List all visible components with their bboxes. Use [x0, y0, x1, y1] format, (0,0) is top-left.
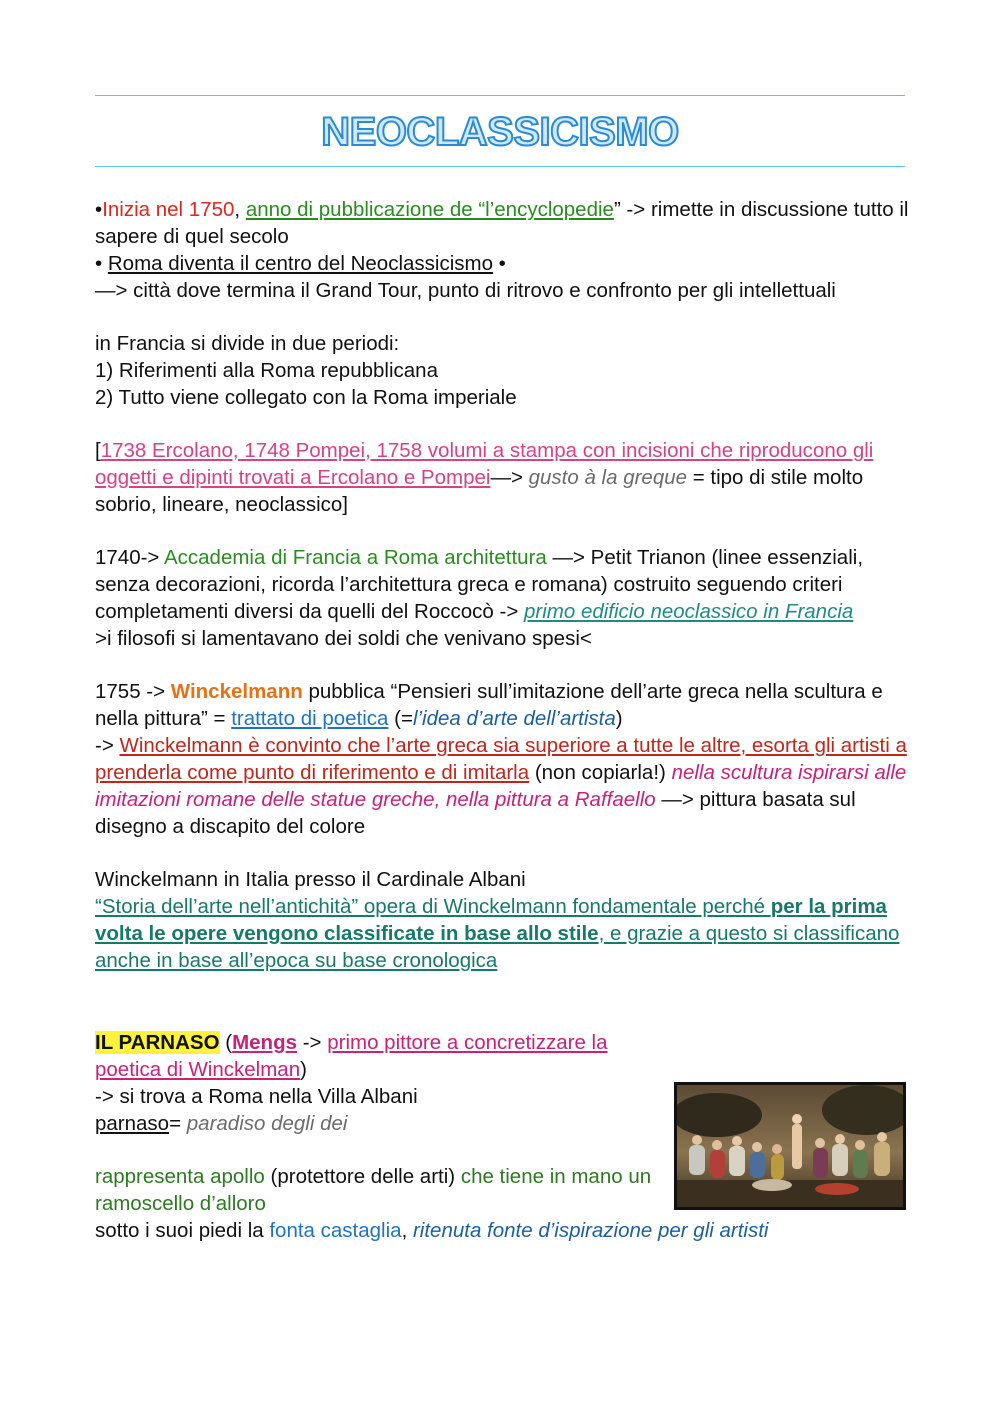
- primo-edificio-link: primo edificio neoclassico in Francia: [524, 600, 854, 623]
- parnaso-section: [95, 1029, 655, 1217]
- idea-arte-text: l’idea d’arte dell’artista: [412, 707, 616, 730]
- paragraph-storia: [95, 893, 910, 974]
- villa-line: -> si trova a Roma nella Villa Albani: [95, 1085, 418, 1108]
- francia-item-2: 2) Tutto viene collegato con la Roma imperiale: [95, 386, 517, 409]
- title-underline-rule: [95, 166, 905, 167]
- parnaso-painting-image: [674, 1082, 906, 1210]
- trattato-link: trattato di poetica: [231, 707, 389, 730]
- accademia-name: Accademia di Francia a Roma architettura: [163, 546, 547, 569]
- encyclopedie-link: anno di pubblicazione de “l’encyclopedie: [245, 198, 614, 221]
- page-title: NEOCLASSICISMO: [321, 110, 679, 154]
- intro-rest: ” -> rimette in discussione tutto il sapere di quel secolo: [95, 198, 909, 248]
- paragraph-grand-tour: —> città dove termina il Grand Tour, punto di ritrovo e confronto per gli intellettuali: [95, 279, 836, 302]
- parnaso-heading: IL PARNASO (Mengs -> primo pittore a concretizzare la poetica di Winckelman): [95, 1031, 608, 1081]
- top-rule: [95, 95, 905, 96]
- rappresenta-text: rappresenta apollo: [95, 1165, 265, 1188]
- paragraph-roma: • Roma diventa il centro del Neoclassicismo •: [95, 252, 506, 275]
- winckelmann-name: Winckelmann: [170, 680, 303, 703]
- convinto-text: Winckelmann è convinto che l’arte greca sia superiore a tutte le altre, esorta gli artisti a prenderla come punto di riferimento e di imitarla: [95, 734, 907, 784]
- paragraph-convinto: -> Winckelmann è convinto che l’arte greca sia superiore a tutte le altre, esorta gli artisti a prenderla come punto di riferimento e di imitarla (non copiarla!) nella scultura ispirarsi alle imitazioni romane delle statue greche, nella pittura a Raffaello —> pittura basata sul disegno a discapito del colore: [95, 734, 907, 838]
- painting-illustration: [677, 1085, 903, 1207]
- start-year-text: Inizia nel 1750: [102, 198, 235, 221]
- apollo-line: rappresenta apollo (protettore delle arti) che tiene in mano un ramoscello d’alloro: [95, 1165, 652, 1215]
- filosofi-line: >i filosofi si lamentavano dei soldi che venivano spesi<: [95, 627, 592, 650]
- prima-volta-text: per la prima volta le opere vengono classificate in base allo stile: [95, 895, 887, 945]
- alloro-text: che tiene in mano un ramoscello d’alloro: [95, 1165, 652, 1215]
- bullet: •: [95, 198, 103, 221]
- italia-line: Winckelmann in Italia presso il Cardinale Albani: [95, 868, 526, 891]
- ritenuta-text: ritenuta fonte d’ispirazione per gli artisti: [412, 1219, 769, 1242]
- paradiso-text: paradiso degli dei: [186, 1112, 348, 1135]
- mengs-link: Mengs: [232, 1031, 298, 1054]
- scultura-text: nella scultura ispirarsi alle imitazioni romane delle statue greche, nella pittura a Raffaello: [95, 761, 907, 811]
- paragraph-intro: •Inizia nel 1750, anno di pubblicazione de “l’encyclopedie” -> rimette in discussione tutto il sapere di quel secolo: [95, 198, 909, 248]
- gusto-text: gusto à la greque: [528, 466, 688, 489]
- paragraph-ercolano: [1738 Ercolano, 1748 Pompei, 1758 volumi a stampa con incisioni che riproducono gli oggetti e dipinti trovati a Ercolano e Pompei—> gusto à la greque = tipo di stile molto sobrio, lineare, neoclassico]: [95, 439, 874, 516]
- paragraph-winckelmann: 1755 -> Winckelmann pubblica “Pensieri sull’imitazione dell’arte greca nella scultura e nella pittura” = trattato di poetica (=l’idea d’arte dell’artista): [95, 680, 883, 730]
- parnaso-word: parnaso: [95, 1112, 170, 1135]
- paragraph-accademia: 1740-> Accademia di Francia a Roma architettura —> Petit Trianon (linee essenziali, senza decorazioni, ricorda l’architettura greca e romana) costruito seguendo criteri completamenti diversi da quelli del Roccocò -> primo edificio neoclassico in Francia: [95, 546, 864, 623]
- fonta-text: fonta castaglia: [269, 1219, 402, 1242]
- grazie-text: , e grazie a questo si classificano anche in base all’epoca su base cronologica: [95, 922, 900, 972]
- francia-intro: in Francia si divide in due periodi:: [95, 332, 400, 355]
- francia-item-1: 1) Riferimenti alla Roma repubblicana: [95, 359, 438, 382]
- primo-pittore-link: primo pittore a concretizzare la poetica di Winckelman: [95, 1031, 608, 1081]
- storia-text: “Storia dell’arte nell’antichità” opera di Winckelmann fondamentale perché: [95, 895, 771, 918]
- parnaso-title: IL PARNASO: [95, 1031, 220, 1054]
- roma-centro-text: Roma diventa il centro del Neoclassicismo: [107, 252, 493, 275]
- ercolano-link: 1738 Ercolano, 1748 Pompei, 1758 volumi a stampa con incisioni che riproducono gli oggetti e dipinti trovati a Ercolano e Pompei: [95, 439, 874, 489]
- parnaso-definition: parnaso= paradiso degli dei: [95, 1112, 348, 1135]
- fonta-line: sotto i suoi piedi la fonta castaglia, ritenuta fonte d’ispirazione per gli artisti: [95, 1219, 769, 1242]
